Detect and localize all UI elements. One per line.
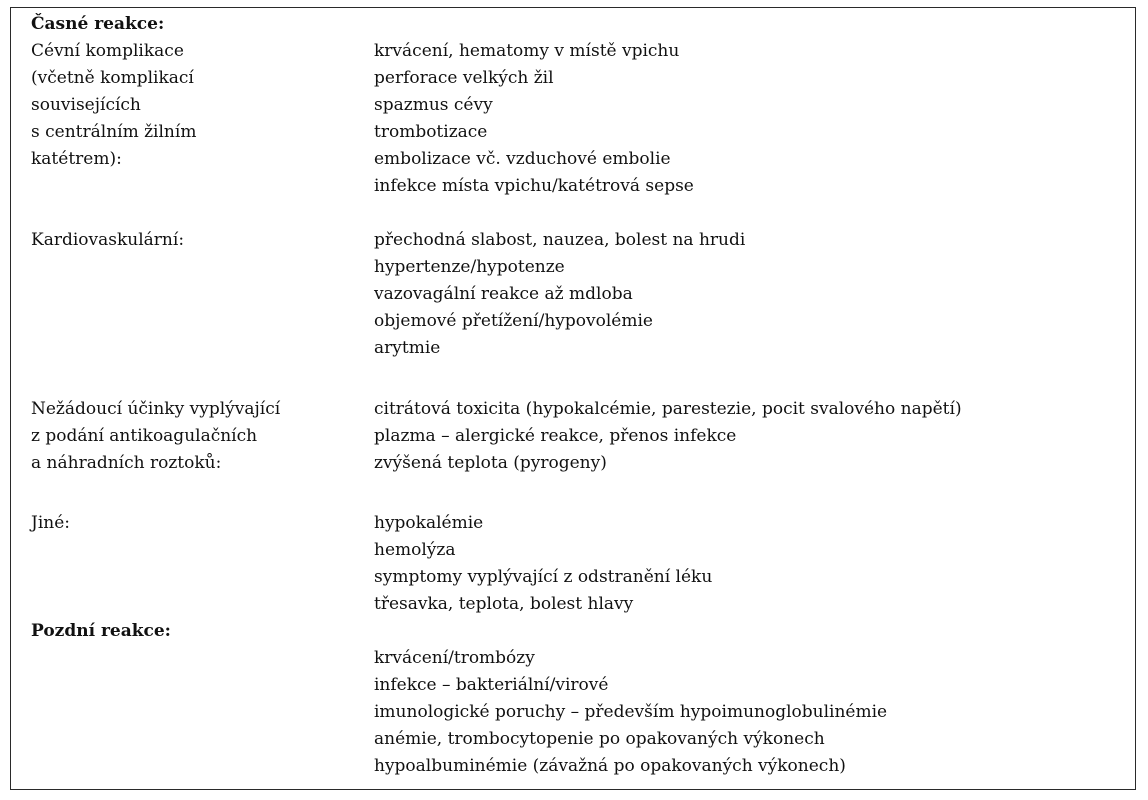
reaction-item: hypertenze/hypotenze	[374, 257, 565, 277]
reaction-item: třesavka, teplota, bolest hlavy	[374, 594, 634, 614]
label-line: souvisejících	[31, 95, 141, 115]
label-line: Jiné:	[31, 513, 70, 533]
label-line: Kardiovaskulární:	[31, 230, 185, 250]
reaction-item: hypoalbuminémie (závažná po opakovaných výkonech)	[374, 756, 846, 776]
late-reactions-heading: Pozdní reakce:	[31, 621, 171, 641]
label-line: a náhradních roztoků:	[31, 453, 222, 473]
label-line: Nežádoucí účinky vyplývající	[31, 399, 281, 419]
reaction-item: anémie, trombocytopenie po opakovaných výkonech	[374, 729, 825, 749]
reaction-item: arytmie	[374, 338, 441, 358]
label-line: katétrem):	[31, 149, 122, 169]
reaction-item: trombotizace	[374, 122, 488, 142]
reaction-item: plazma – alergické reakce, přenos infekce	[374, 426, 737, 446]
reactions-table	[10, 7, 1136, 790]
early-reactions-heading: Časné reakce:	[31, 14, 165, 34]
reaction-item: citrátová toxicita (hypokalcémie, parestezie, pocit svalového napětí)	[374, 399, 962, 419]
reaction-item: krvácení/trombózy	[374, 648, 535, 668]
label-line: (včetně komplikací	[31, 68, 194, 88]
reaction-item: hypokalémie	[374, 513, 484, 533]
reaction-item: zvýšená teplota (pyrogeny)	[374, 453, 607, 473]
label-line: s centrálním žilním	[31, 122, 197, 142]
label-line: z podání antikoagulačních	[31, 426, 258, 446]
reaction-item: embolizace vč. vzduchové embolie	[374, 149, 671, 169]
label-line: Cévní komplikace	[31, 41, 184, 61]
reaction-item: infekce – bakteriální/virové	[374, 675, 609, 695]
reaction-item: spazmus cévy	[374, 95, 493, 115]
reaction-item: perforace velkých žil	[374, 68, 554, 88]
reaction-item: přechodná slabost, nauzea, bolest na hrudi	[374, 230, 746, 250]
reaction-item: imunologické poruchy – především hypoimunoglobulinémie	[374, 702, 888, 722]
reaction-item: krvácení, hematomy v místě vpichu	[374, 41, 680, 61]
reaction-item: hemolýza	[374, 540, 456, 560]
reaction-item: infekce místa vpichu/katétrová sepse	[374, 176, 694, 196]
reaction-item: symptomy vyplývající z odstranění léku	[374, 567, 713, 587]
reaction-item: objemové přetížení/hypovolémie	[374, 311, 653, 331]
reaction-item: vazovagální reakce až mdloba	[374, 284, 633, 304]
